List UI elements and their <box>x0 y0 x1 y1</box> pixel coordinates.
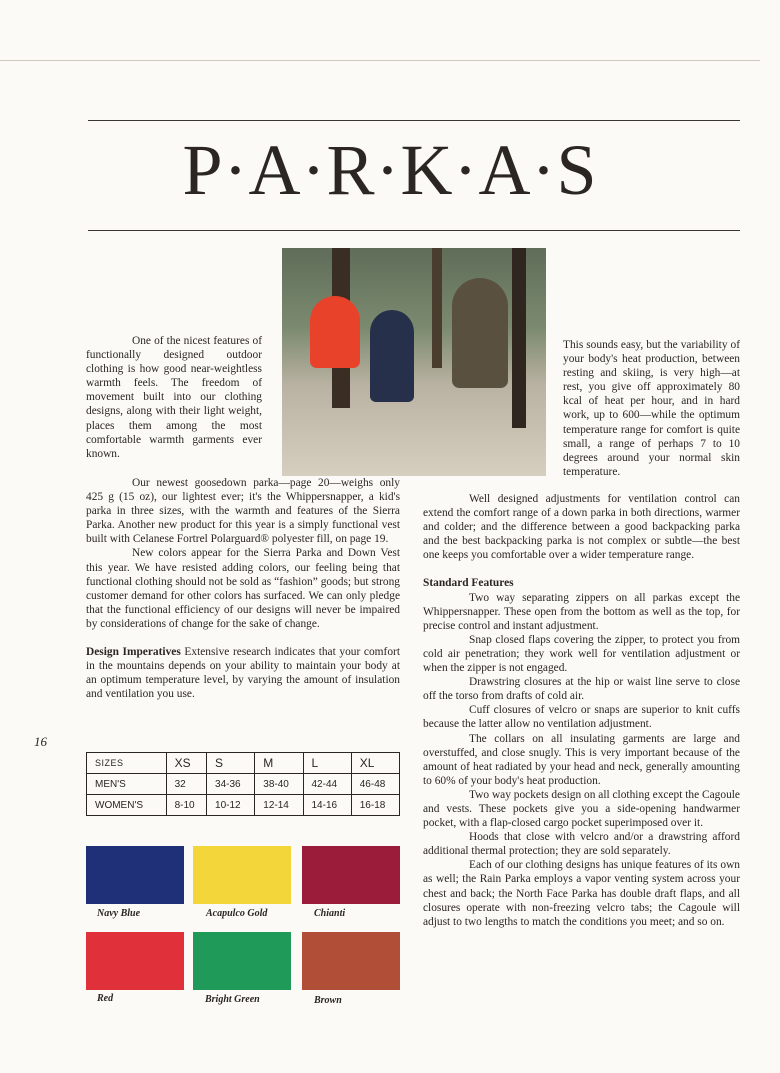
table-cell: L <box>303 753 351 774</box>
color-label: Bright Green <box>205 994 260 1005</box>
intro-paragraph: One of the nicest features of functionally designed outdoor clothing is how good near-weightless warmth feels. The freedom of movement built into our clothing designs, along with their light weight, places them among the most comfortable warmth garments ever known. <box>86 335 262 460</box>
table-cell: 12-14 <box>255 795 303 816</box>
title-top-rule <box>88 120 740 121</box>
color-label: Chianti <box>314 908 346 919</box>
feature-paragraph: Two way separating zippers on all parkas except the Whippersnapper. These open from the bottom as well as the top, for precise control and instant adjustment. <box>423 591 740 632</box>
color-swatch-bright-green <box>193 932 291 990</box>
page-title: P·A·R·K·A·S <box>182 130 598 210</box>
feature-paragraph: Hoods that close with velcro and/or a drawstring afford additional thermal protection; they are sold separately. <box>423 831 740 858</box>
table-cell: S <box>207 753 255 774</box>
table-cell: SIZES <box>87 753 167 774</box>
color-label: Navy Blue <box>97 908 141 919</box>
left-main-text <box>86 476 400 701</box>
goosedown-paragraph: Our newest goosedown parka—page 20—weighs only 425 g (15 oz), our lightest ever; it's the Whippersnapper, a kid's parka in three sizes, with the warmth and features of the Sierra Parka. Another new product for this year is a simply functional vest built with Celanese Fortrel Polarguard® polyester fill, on page 19. <box>86 477 400 546</box>
design-imperatives-text: Extensive research indicates that your comfort in the mountains depends on your ability to maintain your body at an optimum temperature level, by varying the amount of insulation and ventilation you use. <box>86 646 400 701</box>
table-cell: 16-18 <box>351 795 399 816</box>
title-bottom-rule <box>88 230 740 231</box>
feature-paragraph: Two way pockets design on all clothing except the Cagoule and vests. These pockets give you a side-opening handwarmer pocket, with a flap-closed cargo pocket superimposed over it. <box>423 788 740 830</box>
standard-features-heading: Standard Features <box>423 577 514 590</box>
table-cell: 46-48 <box>351 774 399 795</box>
table-cell: MEN'S <box>87 774 167 795</box>
left-intro-text <box>86 334 262 461</box>
feature-paragraph: Cuff closures of velcro or snaps are superior to knit cuffs because the latter allow no ventilation adjustment. <box>423 704 740 731</box>
table-cell: 34-36 <box>207 774 255 795</box>
table-cell: 8-10 <box>166 795 206 816</box>
design-imperatives-heading: Design Imperatives <box>86 646 181 659</box>
top-page-line <box>0 60 760 61</box>
table-cell: WOMEN'S <box>87 795 167 816</box>
color-swatch-brown <box>302 932 400 990</box>
colors-paragraph: New colors appear for the Sierra Parka and Down Vest this year. We have resisted adding colors, our feeling being that functional clothing should not be sold as “fashion” goods; but strong customer demand for other colors has surfaced. We can only pledge that the functional efficiency of our designs will never be impaired by considerations of change for the sake of change. <box>86 547 400 630</box>
color-label: Acapulco Gold <box>206 908 268 919</box>
color-label: Red <box>97 993 114 1004</box>
color-swatch-navy-blue <box>86 846 184 904</box>
feature-paragraph: The collars on all insulating garments are large and overstuffed, and close snugly. This is very important because of the amount of heat radiated by your head and neck, generally amounting to 60% of your body's heat production. <box>423 732 740 787</box>
feature-paragraph: Drawstring closures at the hip or waist line serve to close off the torso from drafts of cold air. <box>423 676 740 703</box>
design-imperatives-paragraph <box>86 645 400 701</box>
child-red-parka <box>310 296 360 368</box>
tree-trunk <box>512 248 526 428</box>
table-header-row <box>87 753 400 774</box>
table-cell: 10-12 <box>207 795 255 816</box>
table-cell: 32 <box>166 774 206 795</box>
right-main-text <box>423 492 740 929</box>
tree-trunk <box>432 248 442 368</box>
table-cell: XL <box>351 753 399 774</box>
color-swatch-chianti <box>302 846 400 904</box>
child-blue-parka <box>370 310 414 402</box>
feature-paragraph: Snap closed flaps covering the zipper, to protect you from cold air penetration; they work well for ventilation adjustment or when the zipper is not engaged. <box>423 633 740 675</box>
feature-paragraph: Each of our clothing designs has unique features of its own as well; the Rain Parka employs a vapor venting system across your chest and back; the North Face Parka has double draft flaps, and all closures operate with non-freezing velcro tabs; the Cagoule will adjust to two lengths to match the conditions you meet; and so on. <box>423 859 740 928</box>
color-swatch-acapulco-gold <box>193 846 291 904</box>
parkas-photo <box>282 248 546 476</box>
table-cell: XS <box>166 753 206 774</box>
page-number: 16 <box>34 734 47 749</box>
table-row <box>87 795 400 816</box>
ventilation-paragraph: Well designed adjustments for ventilation control can extend the comfort range of a down parka in both directions, warmer and colder; and the difference between a good backpacking parka and the best backpacking parka is not complex or subtle—the best one keeps you comfortable over a wider temperature range. <box>423 493 740 562</box>
color-swatch-red <box>86 932 184 990</box>
table-cell: M <box>255 753 303 774</box>
table-cell: 38-40 <box>255 774 303 795</box>
adult-jumping <box>452 278 508 388</box>
table-cell: 42-44 <box>303 774 351 795</box>
color-label: Brown <box>314 995 342 1006</box>
heat-paragraph: This sounds easy, but the variability of your body's heat production, between resting and skiing, is very high—at rest, you give off approximately 80 kcal of heat per hour, and in hard work, up to 600—while the optimum temperature range for comfort is quite small, a range of perhaps 7 to 10 degrees around your normal skin temperature. <box>563 339 740 478</box>
table-cell: 14-16 <box>303 795 351 816</box>
right-heat-text <box>563 338 740 479</box>
size-table <box>86 752 400 816</box>
table-row <box>87 774 400 795</box>
